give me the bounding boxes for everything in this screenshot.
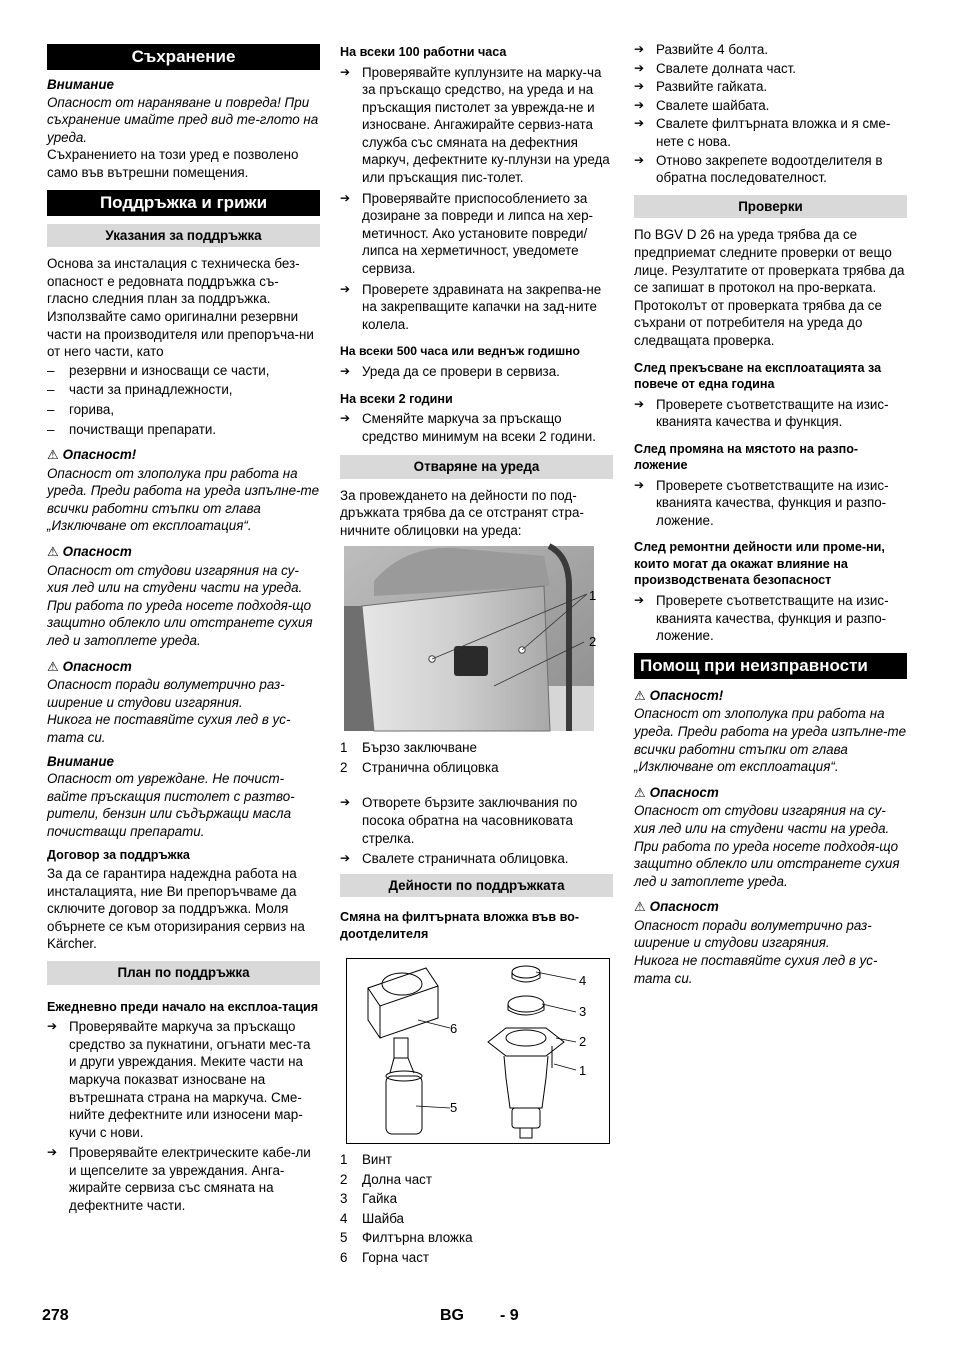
legend-number: 1 <box>340 740 348 756</box>
danger-heading-label: Опасност <box>62 658 132 674</box>
step-item: ➔ Отново закрепете водоотделителя в обратна последователност. <box>634 152 907 187</box>
interval-100-heading: На всеки 100 работни часа <box>340 45 507 59</box>
heading-plan: План по поддръжка <box>47 961 320 985</box>
step-item: ➔ Проверете здравината на закрепва-не на закрепващите капачки на зад-ните колела. <box>340 281 613 334</box>
danger-heading <box>47 543 320 562</box>
step-item: ➔ Свалете филтърната вложка и я сме-нете с нова. <box>634 115 907 150</box>
danger-text: Никога не поставяйте сухия лед в ус-тата си. <box>47 712 291 745</box>
heading-care: Поддръжка и грижи <box>47 190 320 216</box>
danger-text: Опасност от злополука при работа на уреда. Преди работа на уреда изпълне-те всички работни стъпки от глава „Изключване от експлоатация“. <box>47 465 320 534</box>
interval-2y-heading: На всеки 2 години <box>340 391 453 406</box>
legend-label: Бързо заключване <box>362 740 477 756</box>
callout-1: 1 <box>589 587 597 603</box>
legend-label: Филтърна вложка <box>362 1230 473 1246</box>
warning-triangle-icon: ⚠ <box>47 545 59 561</box>
legend-number: 2 <box>340 1171 348 1187</box>
warning-triangle-icon: ⚠ <box>47 659 59 675</box>
legend-number: 1 <box>340 1151 348 1167</box>
warning-triangle-icon: ⚠ <box>634 688 646 704</box>
step-item: ➔ Свалете шайбата. <box>634 97 907 115</box>
check-heading: След прекъсване на експлоатацията за повече от една година <box>634 360 882 391</box>
filter-diagram <box>346 958 610 1144</box>
heading-care-notes: Указания за поддръжка <box>47 224 320 248</box>
legend-number: 6 <box>340 1249 348 1265</box>
language-code: BG <box>440 1307 464 1324</box>
heading-troubleshooting: Помощ при неизправности <box>634 653 907 679</box>
legend-number: 2 <box>340 759 348 775</box>
step-item: ➔ Свалете страничната облицовка. <box>340 850 613 868</box>
legend-label: Винт <box>362 1151 392 1167</box>
legend-item <box>340 1229 613 1247</box>
legend-item <box>340 1249 613 1267</box>
care-intro: Основа за инсталация с техническа без-опасност е редовната поддръжка съ-гласно следния план за поддръжка. Използвайте само оригинални резервни части на производителя или препоръча-ни от него части, като <box>47 256 314 360</box>
heading-storage: Съхранение <box>47 44 320 70</box>
step-item: ➔ Проверявайте електрическите кабе-ли и щепселите за увреждания. Анга-жирайте сервиза със смяната на дефектните части. <box>47 1144 320 1214</box>
legend-label: Шайба <box>362 1210 405 1226</box>
danger-heading-label: Опасност! <box>649 687 724 703</box>
storage-text: Съхранението на този уред е позволено само във вътрешни помещения. <box>47 147 299 180</box>
danger-text: Опасност от студови изгаряния на су-хия лед или на студени части на уреда. При работа по уреда носете подходя-що защитно облекло или отстранете сухия лед и затоплете уреда. <box>634 803 900 889</box>
step-item: ➔ Свалете долната част. <box>634 60 907 78</box>
danger-text: Опасност от злополука при работа на уреда. Преди работа на уреда изпълне-те всички работни стъпки от глава „Изключване от експлоатация“. <box>634 706 907 775</box>
list-item: – резервни и износващи се части, <box>47 362 320 380</box>
column-right <box>634 40 907 987</box>
danger-heading-label: Опасност! <box>62 447 137 463</box>
legend-number: 3 <box>340 1191 348 1207</box>
contract-text: За да се гарантира надеждна работа на инсталацията, ние Ви препоръчваме да сключите договор за поддръжка. Моля обърнете се към оторизирания сервиз на Kärcher. <box>47 866 305 952</box>
legend-label: Горна част <box>362 1249 430 1265</box>
legend-label: Долна част <box>362 1171 432 1187</box>
heading-open: Отваряне на уреда <box>340 455 613 479</box>
warning-triangle-icon: ⚠ <box>47 448 59 464</box>
list-item: – части за принадлежности, <box>47 381 320 399</box>
step-item: ➔ Проверявайте приспособлението за дозиране за повреди и липса на хер-метичност. Ако установите повреди/ липса на херметичност, уведомете сервиза. <box>340 190 613 278</box>
warning-triangle-icon: ⚠ <box>634 900 646 916</box>
step-item: ➔ Развийте 4 болта. <box>634 41 907 59</box>
list-item: – почистващи препарати. <box>47 421 320 439</box>
danger-heading <box>47 446 320 465</box>
legend-item <box>340 1190 613 1208</box>
legend-item <box>340 1151 613 1169</box>
callout-5: 5 <box>450 1100 458 1116</box>
danger-heading-label: Опасност <box>649 899 719 915</box>
filter-heading: Смяна на филтърната вложка във во-доотделителя <box>340 910 580 941</box>
column-left <box>47 44 320 1218</box>
attention-heading: Внимание <box>47 753 115 769</box>
contract-heading: Договор за поддръжка <box>47 847 190 862</box>
danger-heading <box>634 687 907 706</box>
parts-list <box>47 362 320 438</box>
heading-maintenance: Дейности по поддръжката <box>340 874 613 898</box>
list-item: – горива, <box>47 401 320 419</box>
legend-number: 4 <box>340 1210 348 1226</box>
step-item: ➔ Проверявайте куплунзите на марку-ча за пръскащо средство, на уреда и на пръскащия пистолет за увреждa-не и износване. Ангажирайте сервиз-ната служба със смяната на дефектния маркуч, дефектните ку-плунзи на уреда или пръскащия пис-толет. <box>340 64 613 187</box>
danger-text: Опасност от студови изгаряния на су-хия лед или на студени части на уреда. При работа по уреда носете подходя-що защитно облекло или отстранете сухия лед и затоплете уреда. <box>47 562 313 649</box>
danger-text: Опасност поради волуметрично раз-ширение и студови изгаряния. <box>47 677 285 710</box>
step-item: ➔ Проверете съответстващите на изис-кванията качества, функция и разпо-ложение. <box>634 592 907 645</box>
legend-number: 5 <box>340 1230 348 1246</box>
section-number: - 9 <box>500 1307 519 1324</box>
check-heading: След ремонтни дейности или проме-ни, които могат да окажат влияние на производствената безопасност <box>634 540 885 588</box>
warning-triangle-icon: ⚠ <box>634 785 646 801</box>
step-item: ➔ Развийте гайката. <box>634 78 907 96</box>
legend-item <box>340 1210 613 1228</box>
open-intro: За провеждането на дейности по под-дръжката трябва да се отстранят стра-ничните облицовки на уреда: <box>340 487 584 538</box>
step-item: ➔ Проверете съответстващите на изис-кванията качества, функция и разпо-ложение. <box>634 477 907 530</box>
daily-heading: Ежедневно преди начало на експлоа-тация <box>47 999 319 1014</box>
legend-item <box>340 739 613 757</box>
attention-text: Опасност от увреждане. Не почист-вайте пръскащия пистолет с разтво-рители, бензин или съдържащи масла почистващи препарати. <box>47 771 295 839</box>
danger-heading <box>634 784 907 803</box>
attention-text: Опасност от нараняване и повреда! При съхранение имайте пред вид те-глото на уреда. <box>47 94 319 145</box>
danger-text: Опасност поради волуметрично раз-ширение и студови изгаряния. <box>634 917 872 951</box>
page-number: 278 <box>42 1307 69 1324</box>
callout-6: 6 <box>450 1021 458 1037</box>
legend-label: Гайка <box>362 1191 398 1207</box>
figure-legend <box>340 1151 613 1267</box>
legend-label: Странична облицовка <box>362 759 499 775</box>
legend-item <box>340 759 613 777</box>
side-panel-photo <box>344 546 597 731</box>
legend-item <box>340 1171 613 1189</box>
step-item: ➔ Проверявайте маркуча за пръскащо средство за пукнатини, огънати мес-та и други увреждания. Меките части на маркуча показват износване на вътрешната страна на маркуча. Сме-нийте дефектните или износени мар-кучи с нови. <box>47 1018 320 1141</box>
danger-heading <box>634 898 907 917</box>
heading-checks: Проверки <box>634 195 907 219</box>
step-item: ➔ Сменяйте маркуча за пръскащо средство минимум на всеки 2 години. <box>340 410 613 445</box>
step-item: ➔ Уреда да се провери в сервиза. <box>340 363 613 381</box>
callout-3: 3 <box>579 1004 587 1020</box>
figure-legend <box>340 739 613 776</box>
interval-500-heading: На всеки 500 часа или веднъж годишно <box>340 344 580 359</box>
callout-4: 4 <box>579 973 587 989</box>
column-middle <box>340 44 613 1268</box>
danger-heading <box>47 658 320 677</box>
check-heading: След промяна на мястото на разпо-ложение <box>634 441 859 473</box>
step-item: ➔ Проверете съответстващите на изис-кванията качества и функция. <box>634 396 907 431</box>
danger-heading-label: Опасност <box>649 784 719 800</box>
callout-1: 1 <box>579 1063 587 1079</box>
callout-2: 2 <box>579 1034 587 1050</box>
danger-heading-label: Опасност <box>62 544 132 560</box>
callout-2: 2 <box>589 633 597 649</box>
step-item: ➔ Отворете бързите заключвания по посока обратна на часовниковата стрелка. <box>340 794 613 847</box>
danger-text: Никога не поставяйте сухия лед в ус-тата си. <box>634 953 878 986</box>
attention-heading: Внимание <box>47 77 115 92</box>
checks-intro: По BGV D 26 на уреда трябва да се предприемат следните проверки от вещо лице. Резултатите от проверката трябва да се запишат в протокол на про-верката. Протоколът от проверката трябва да се съхрани от потребителя на уреда до следващата проверка. <box>634 227 905 348</box>
